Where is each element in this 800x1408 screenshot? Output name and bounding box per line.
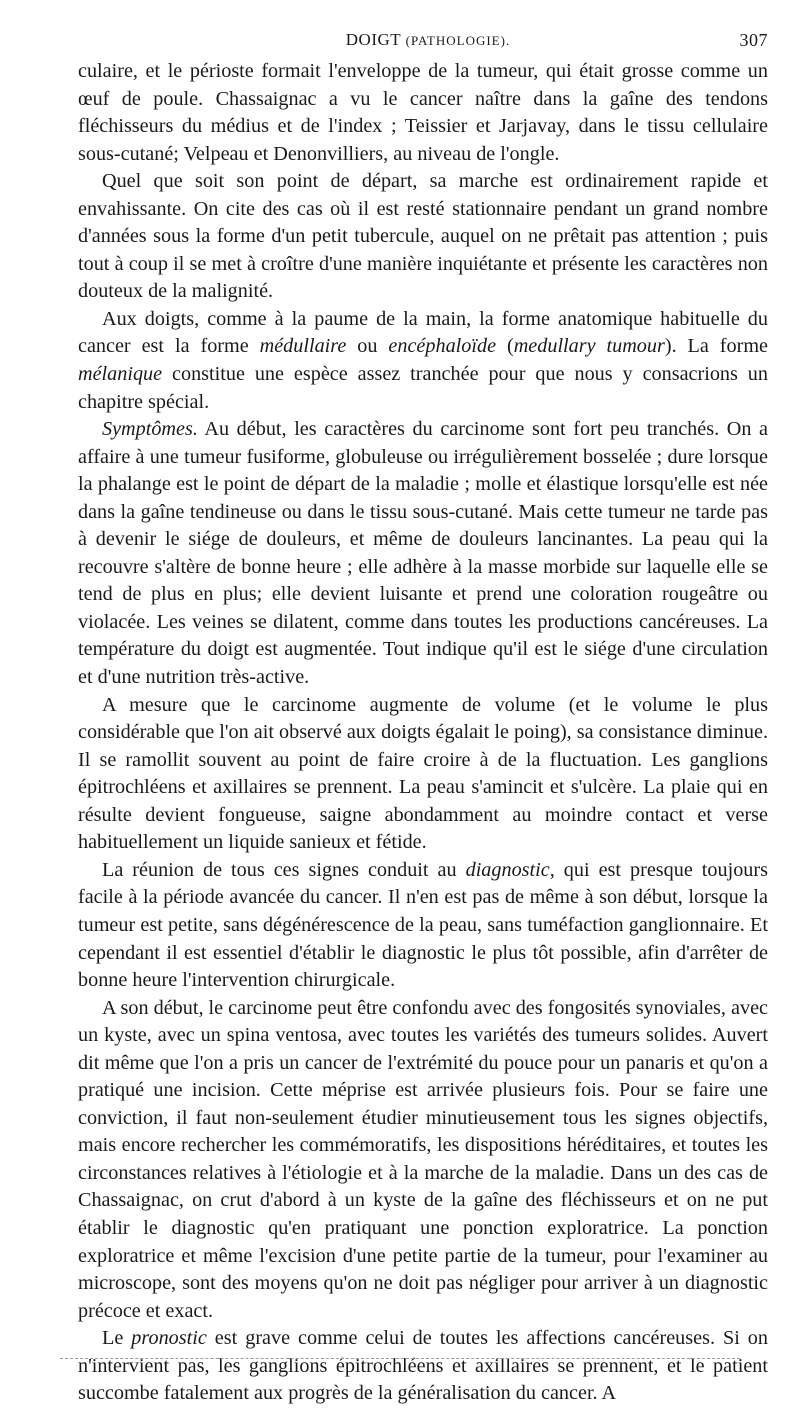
text-run: ). La forme bbox=[664, 335, 768, 358]
paragraph bbox=[78, 306, 768, 416]
running-title-main: DOIGT bbox=[345, 30, 401, 49]
text-run: Au début, les caractères du carcinome sont fort peu tranchés. On a affaire à une tumeur fusiforme, globuleuse ou irrégulièrement bosselée ; dure lorsque la phalange est le point de départ de la maladie ; molle et élastique lorsqu'elle est née dans la gaîne tendineuse ou dans le tissu sous-cutané. Mais cette tumeur ne tarde pas à devenir le siége de douleurs, et même de douleurs lancinantes. La peau qui la recouvre s'altère de bonne heure ; elle adhère à la masse morbide sur laquelle elle se tend de plus en plus; elle devient luisante et prend une coloration rougeâtre ou violacée. Les veines se dilatent, comme dans toutes les productions cancéreuses. La température du doigt est augmentée. Tout indique qu'il est le siége d'une circulation et d'une nutrition très-active. bbox=[78, 418, 768, 689]
text-run: ( bbox=[496, 335, 514, 358]
italic-term: mélanique bbox=[78, 363, 163, 386]
text-run: A mesure que le carcinome augmente de volume (et le volume le plus considérable que l'on ait observé aux doigts égalait le poing), sa consistance diminue. Il se ramollit souvent au point de faire croire à de la fluctuation. Les ganglions épitrochléens et axillaires se prennent. La peau s'amincit et s'ulcère. La plaie qui en résulte devient fongueuse, saigne abondamment au moindre contact et verse habituellement un liquide sanieux et fétide. bbox=[78, 693, 768, 854]
text-run: Quel que soit son point de départ, sa marche est ordinairement rapide et envahissante. On cite des cas où il est resté stationnaire pendant un grand nombre d'années sous la forme d'un petit tubercule, auquel on ne prêtait pas attention ; puis tout à coup il se met à croître d'une manière inquiétante et présente les caractères non douteux de la malignité. bbox=[78, 170, 768, 303]
text-run: ou bbox=[346, 335, 389, 358]
running-title-subject: (PATHOLOGIE). bbox=[405, 33, 511, 48]
page-number: 307 bbox=[739, 30, 768, 50]
text-run: culaire, et le périoste formait l'enveloppe de la tumeur, qui était grosse comme un œuf de poule. Chassaignac a vu le cancer naître dans la gaîne des tendons fléchisseurs du médius et de l'index ; Teissier et Jarjavay, dans le tissu cellulaire sous-cutané; Velpeau et Denonvilliers, au niveau de l'ongle. bbox=[78, 60, 768, 165]
paragraph bbox=[78, 1325, 768, 1408]
text-run: A son début, le carcinome peut être confondu avec des fongosités synoviales, avec un kyste, avec un spina ventosa, avec toutes les variétés des tumeurs solides. Auvert dit même que l'on a pris un cancer de l'extrémité du pouce pour un panaris et qu'on a pratiqué une incision. Cette méprise est arrivée plusieurs fois. Pour se faire une conviction, il faut non-seulement étudier minutieusement tous les signes objectifs, mais encore rechercher les commémoratifs, les dispositions héréditaires, et toutes les circonstances relatives à l'étiologie et à la marche de la maladie. Dans un des cas de Chassaignac, on crut d'abord à un kyste de la gaîne des fléchisseurs et on ne put établir le diagnostic qu'en pratiquant une ponction exploratrice. La ponction exploratrice et même l'excision d'une petite partie de la tumeur, pour l'examiner au microscope, sont des moyens qu'on ne doit pas négliger pour arriver à un diagnostic précoce et exact. bbox=[78, 996, 768, 1322]
text-run: Aux doigts, comme à la paume de la main, la forme anatomique habituelle du cancer est la forme bbox=[78, 307, 768, 358]
italic-term: diagnostic bbox=[465, 858, 550, 881]
book-page bbox=[78, 28, 768, 1408]
paragraph bbox=[78, 168, 768, 306]
italic-term: Symptômes. bbox=[102, 418, 198, 441]
text-run: est grave comme celui de toutes les affections cancéreuses. Si on n'intervient pas, les ganglions épitrochléens et axillaires se prennent, et le patient succombe fatalement aux progrès de la généralisation du cancer. A bbox=[78, 1327, 768, 1405]
paragraph bbox=[78, 857, 768, 995]
italic-term: pronostic bbox=[131, 1327, 207, 1350]
paragraph bbox=[78, 416, 768, 691]
paragraph bbox=[78, 692, 768, 857]
running-title bbox=[78, 30, 768, 50]
text-run: constitue une espèce assez tranchée pour que nous y consacrions un chapitre spécial. bbox=[78, 363, 768, 413]
text-run: La réunion de tous ces signes conduit au bbox=[102, 858, 466, 881]
text-run: , qui est presque toujours facile à la période avancée du cancer. Il n'en est pas de même à son début, lorsque la tumeur est petite, sans dégénérescence de la peau, sans tuméfaction ganglionnaire. Et cependant il est essentiel d'établir le diagnostic le plus tôt possible, afin d'arrêter de bonne heure l'intervention chirurgicale. bbox=[78, 858, 768, 992]
body-text bbox=[78, 58, 768, 1408]
bottom-scan-rule bbox=[60, 1358, 740, 1359]
italic-term: medullary tumour bbox=[513, 335, 665, 358]
italic-term: encéphaloïde bbox=[388, 335, 497, 358]
paragraph bbox=[78, 995, 768, 1326]
running-header bbox=[78, 28, 768, 58]
text-run: Le bbox=[102, 1327, 132, 1350]
italic-term: médullaire bbox=[259, 335, 347, 358]
paragraph bbox=[78, 58, 768, 168]
